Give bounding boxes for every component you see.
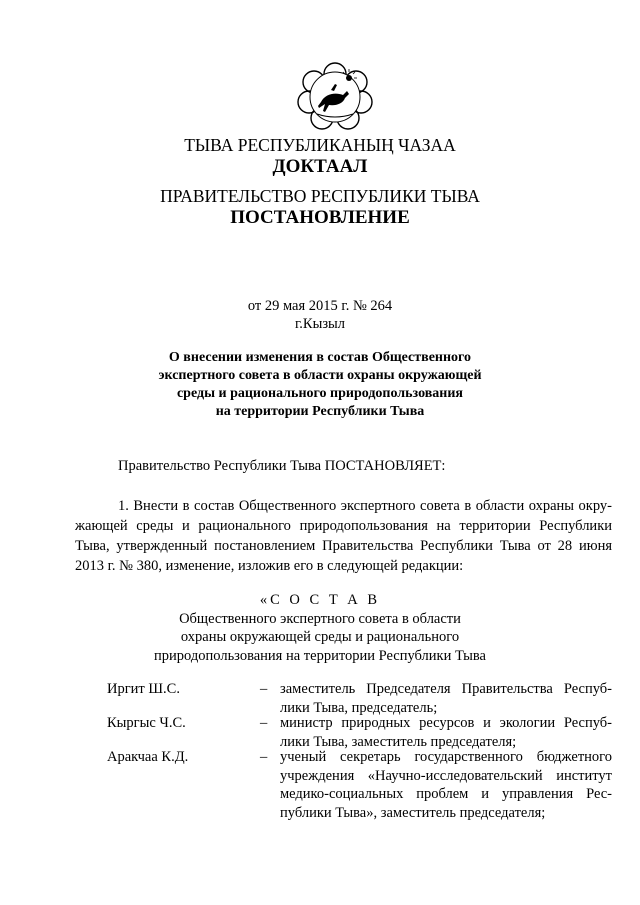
sostav-line: природопользования на территории Республики Тыва [154, 647, 486, 664]
sostav-heading: «С О С Т А В [259, 592, 381, 608]
decree-city: г.Кызыл [294, 316, 346, 332]
subject-line: экспертного совета в области охраны окружающей [158, 368, 482, 383]
header-government-ru: ПРАВИТЕЛЬСТВО РЕСПУБЛИКИ ТЫВА [160, 186, 480, 206]
member-role [280, 748, 612, 822]
member-role-line: заместитель Председателя Правительства Респуб- [280, 681, 612, 697]
member-role-line: ученый секретарь государственного бюджетного [280, 749, 612, 765]
member-name: Аракчаа К.Д. [107, 749, 189, 765]
member-dash: – [260, 681, 268, 697]
decree-date-number: от 29 мая 2015 г. № 264 [247, 298, 393, 314]
clause-line: жающей среды и рационального природопользования на территории Республики [75, 518, 612, 534]
header-decree-ru: ПОСТАНОВЛЕНИЕ [230, 207, 410, 228]
member-dash: – [260, 749, 268, 765]
member-role-line: учреждения «Научно-исследовательский институт [280, 767, 612, 784]
member-role-line: лики Тыва, председатель; [280, 699, 438, 716]
subject-line: среды и рационального природопользования [176, 386, 464, 401]
header-tuva-government: ТЫВА РЕСПУБЛИКАНЫҢ ЧАЗАА [184, 135, 456, 155]
clause-1 [75, 496, 612, 576]
clause-line: 2013 г. № 380, изменение, изложив его в следующей редакции: [75, 558, 464, 574]
decree-subject [0, 349, 640, 421]
header-tuva-decree: ДОКТААЛ [272, 156, 368, 177]
member-role-line: публики Тыва», заместитель председателя; [280, 804, 546, 821]
member-role [280, 714, 612, 751]
member-name: Иргит Ш.С. [107, 681, 180, 697]
member-role-line: медико-социальных проблем и управления Рес- [280, 786, 612, 802]
tuva-coat-of-arms-icon [291, 60, 379, 132]
sostav-heading-block [0, 591, 640, 665]
member-dash: – [260, 715, 268, 731]
member-role-line: лики Тыва, заместитель председателя; [280, 733, 517, 750]
member-name: Кыргыс Ч.С. [107, 715, 186, 731]
subject-line: О внесении изменения в состав Общественного [168, 350, 472, 365]
decree-intro: Правительство Республики Тыва ПОСТАНОВЛЯЕТ: [118, 458, 446, 474]
subject-line: на территории Республики Тыва [215, 404, 425, 419]
member-role-line: министр природных ресурсов и экологии Респуб- [280, 715, 612, 731]
sostav-line: охраны окружающей среды и рационального [180, 629, 460, 645]
clause-line: 1. Внести в состав Общественного экспертного совета в области охраны окру- [118, 498, 612, 514]
clause-line: Тыва, утвержденный постановлением Правительства Республики Тыва от 28 июня [75, 538, 612, 554]
member-role [280, 680, 612, 717]
sostav-line: Общественного экспертного совета в области [179, 610, 461, 627]
